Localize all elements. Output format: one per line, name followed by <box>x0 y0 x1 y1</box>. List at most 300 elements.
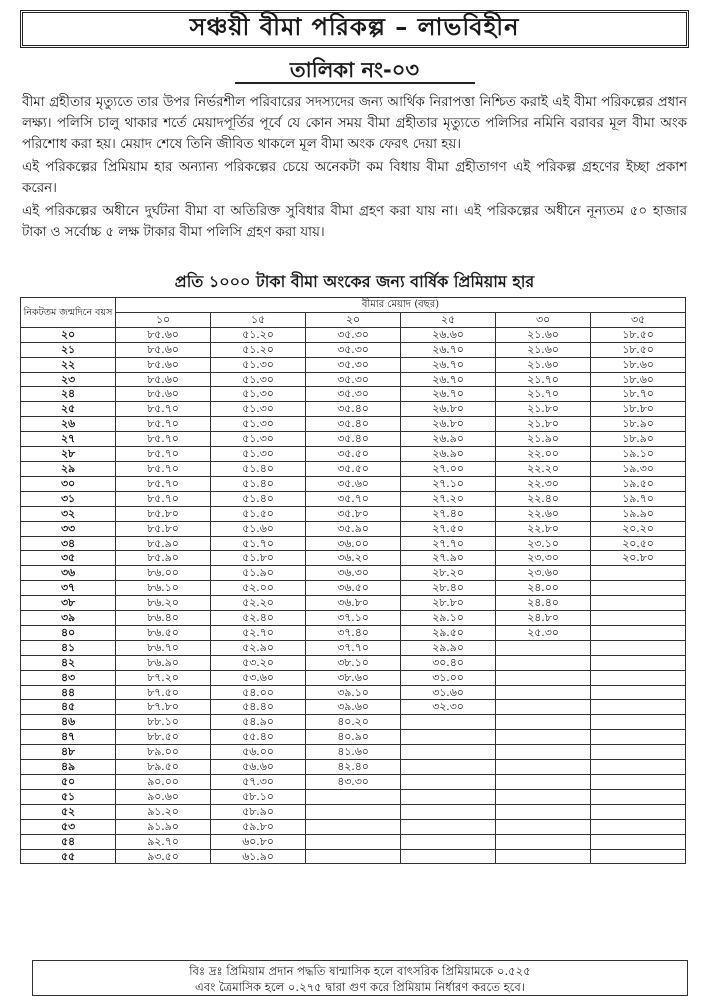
premium-rate-cell: ৮৫.৭০ <box>116 432 211 447</box>
age-cell: ৪৬ <box>21 715 116 730</box>
premium-rate-cell: ৫২.৭০ <box>211 625 306 640</box>
premium-rate-cell: ২৭.০০ <box>401 461 496 476</box>
premium-rate-cell: ৫৯.৮০ <box>211 819 306 834</box>
premium-rate-cell: ১৮.৫০ <box>591 342 686 357</box>
table-row <box>21 536 686 551</box>
age-cell: ৩৪ <box>21 536 116 551</box>
age-cell: ৪৭ <box>21 730 116 745</box>
premium-rate-cell: ২১.৭০ <box>496 372 591 387</box>
premium-rate-cell: ৫১.৩০ <box>211 357 306 372</box>
premium-rate-cell: ৩৫.৬০ <box>306 476 401 491</box>
premium-rate-cell: ৫১.৩০ <box>211 402 306 417</box>
premium-rate-cell: ৫১.৩০ <box>211 372 306 387</box>
premium-rate-cell: ৫১.৯০ <box>211 566 306 581</box>
premium-rate-cell: ২৩.৩০ <box>496 551 591 566</box>
age-cell: ৪৮ <box>21 745 116 760</box>
table-row <box>21 655 686 670</box>
premium-rate-cell: ৩৫.৩০ <box>306 342 401 357</box>
age-cell: ৪৫ <box>21 700 116 715</box>
table-row <box>21 640 686 655</box>
premium-rate-cell: ৮৭.৫০ <box>116 685 211 700</box>
premium-rate-cell: ৮৫.৭০ <box>116 402 211 417</box>
term-header-row <box>21 312 686 327</box>
premium-rate-cell <box>591 789 686 804</box>
age-cell: ৫২ <box>21 804 116 819</box>
age-cell: ২৭ <box>21 432 116 447</box>
table-row <box>21 327 686 342</box>
premium-rate-cell: ৩৫.৫০ <box>306 447 401 462</box>
premium-rate-cell <box>496 670 591 685</box>
premium-rate-cell: ৮৯.৫০ <box>116 760 211 775</box>
premium-rate-cell <box>306 849 401 864</box>
premium-rate-cell: ৫১.৩০ <box>211 447 306 462</box>
premium-rate-cell: ৮৮.৫০ <box>116 730 211 745</box>
table-row <box>21 760 686 775</box>
age-cell: ৪০ <box>21 625 116 640</box>
premium-rate-cell: ৩৫.৮০ <box>306 506 401 521</box>
premium-rate-cell: ২৪.৪০ <box>496 596 591 611</box>
table-number-heading: তালিকা নং-০৩ <box>289 58 420 82</box>
premium-rate-cell: ৪৩.৩০ <box>306 775 401 790</box>
premium-rate-cell: ৮৭.৮০ <box>116 700 211 715</box>
premium-rate-cell: ৩৫.৩০ <box>306 387 401 402</box>
premium-rate-cell <box>496 819 591 834</box>
premium-rate-cell: ৫১.৪০ <box>211 461 306 476</box>
premium-rate-cell: ৮৫.৭০ <box>116 447 211 462</box>
table-row <box>21 819 686 834</box>
table-row <box>21 342 686 357</box>
premium-rate-cell: ৩৭.৭০ <box>306 640 401 655</box>
premium-rate-cell: ৩৫.৭০ <box>306 491 401 506</box>
premium-rate-cell: ৫১.৮০ <box>211 551 306 566</box>
premium-rate-cell <box>496 849 591 864</box>
premium-rate-cell <box>591 625 686 640</box>
premium-rate-cell: ২২.২০ <box>496 461 591 476</box>
premium-rate-cell: ১৮.৬০ <box>591 357 686 372</box>
premium-rate-cell: ৫২.২০ <box>211 596 306 611</box>
table-row <box>21 745 686 760</box>
premium-rate-cell <box>496 640 591 655</box>
premium-rate-cell: ২৮.৮০ <box>401 596 496 611</box>
premium-rate-cell: ৫৪.৯০ <box>211 715 306 730</box>
premium-rate-cell: ৮৫.৭০ <box>116 491 211 506</box>
premium-rate-cell: ৫১.৬০ <box>211 521 306 536</box>
premium-rate-cell: ৩২.৩০ <box>401 700 496 715</box>
premium-rate-cell <box>591 715 686 730</box>
page-title: সঞ্চয়ী বীমা পরিকল্প – লাভবিহীন <box>189 13 520 41</box>
premium-rate-cell: ৮৬.২০ <box>116 596 211 611</box>
premium-table-title: প্রতি ১০০০ টাকা বীমা অংকের জন্য বার্ষিক প্রিমিয়াম হার <box>174 272 535 291</box>
table-row <box>21 804 686 819</box>
premium-rate-cell <box>306 819 401 834</box>
premium-rate-cell: ৩৮.৬০ <box>306 670 401 685</box>
premium-rate-cell <box>591 760 686 775</box>
term-header-cell: ৩৫ <box>591 312 686 327</box>
premium-rate-cell <box>401 745 496 760</box>
premium-rate-cell: ৩৮.১০ <box>306 655 401 670</box>
premium-rate-table <box>20 297 686 864</box>
age-cell: ৩১ <box>21 491 116 506</box>
age-cell: ২৯ <box>21 461 116 476</box>
age-cell: ৫৩ <box>21 819 116 834</box>
premium-rate-cell: ৮৬.৯০ <box>116 655 211 670</box>
premium-rate-cell: ২৬.৭০ <box>401 342 496 357</box>
premium-rate-cell: ৮৬.১০ <box>116 581 211 596</box>
premium-rate-cell <box>496 760 591 775</box>
premium-rate-cell: ৮৫.৮০ <box>116 506 211 521</box>
premium-rate-cell: ২১.৭০ <box>496 387 591 402</box>
table-row <box>21 775 686 790</box>
premium-rate-cell <box>496 804 591 819</box>
premium-rate-cell: ১৯.৭০ <box>591 491 686 506</box>
table-row <box>21 849 686 864</box>
premium-rate-cell: ৫১.৭০ <box>211 536 306 551</box>
premium-rate-cell: ২৭.৪০ <box>401 506 496 521</box>
premium-rate-cell: ২০.৫০ <box>591 536 686 551</box>
age-cell: ৫৪ <box>21 834 116 849</box>
premium-rate-cell: ৩৫.৯০ <box>306 521 401 536</box>
premium-rate-cell <box>591 581 686 596</box>
premium-rate-cell <box>591 819 686 834</box>
footnote-box <box>32 960 688 996</box>
premium-rate-cell: ৮৯.০০ <box>116 745 211 760</box>
premium-rate-cell: ২৭.৫০ <box>401 521 496 536</box>
premium-rate-cell <box>306 834 401 849</box>
table-row <box>21 670 686 685</box>
premium-rate-cell: ২৬.৭০ <box>401 357 496 372</box>
premium-rate-cell: ১৯.৫০ <box>591 476 686 491</box>
table-row <box>21 357 686 372</box>
premium-rate-cell: ৮৫.৯০ <box>116 551 211 566</box>
premium-rate-cell: ৪০.৯০ <box>306 730 401 745</box>
age-cell: ২৩ <box>21 372 116 387</box>
table-row <box>21 491 686 506</box>
premium-rate-cell <box>591 566 686 581</box>
premium-rate-cell: ৫৮.৯০ <box>211 804 306 819</box>
premium-rate-cell: ২৩.১০ <box>496 536 591 551</box>
description-paragraph-3: এই পরিকল্পের অধীনে দুর্ঘটনা বীমা বা অতিরিক্ত সুবিধার বীমা গ্রহণ করা যায় না। এই পরিকল্পের অধীনে নূন্যতম ৫০ হাজার টাকা ও সর্বোচ্চ ৫ লক্ষ টাকার বীমা পলিসি গ্রহণ করা যায়। <box>22 204 687 240</box>
age-cell: ২১ <box>21 342 116 357</box>
premium-rate-cell: ২১.৬০ <box>496 357 591 372</box>
premium-rate-cell: ৫৪.৪০ <box>211 700 306 715</box>
premium-rate-cell: ৯১.২০ <box>116 804 211 819</box>
premium-rate-cell <box>496 715 591 730</box>
table-row <box>21 685 686 700</box>
premium-rate-cell <box>401 760 496 775</box>
premium-rate-cell <box>401 804 496 819</box>
table-row <box>21 834 686 849</box>
premium-rate-cell: ৮৫.৭০ <box>116 461 211 476</box>
term-header-cell: ২০ <box>306 312 401 327</box>
premium-rate-cell <box>306 804 401 819</box>
premium-rate-cell: ৫১.৩০ <box>211 432 306 447</box>
premium-rate-cell: ৩৬.৫০ <box>306 581 401 596</box>
premium-rate-cell: ২৩.৬০ <box>496 566 591 581</box>
premium-rate-cell: ৩৭.৪০ <box>306 625 401 640</box>
premium-rate-cell: ৮৬.৭০ <box>116 640 211 655</box>
age-cell: ৪৪ <box>21 685 116 700</box>
premium-rate-cell <box>496 834 591 849</box>
premium-rate-cell: ৩৫.৪০ <box>306 402 401 417</box>
premium-rate-cell: ৩৫.৪০ <box>306 417 401 432</box>
age-cell: ৩৫ <box>21 551 116 566</box>
premium-rate-cell <box>591 596 686 611</box>
premium-rate-cell: ৫৪.০০ <box>211 685 306 700</box>
premium-rate-cell: ৫৩.৬০ <box>211 670 306 685</box>
age-cell: ৪৯ <box>21 760 116 775</box>
premium-rate-cell: ৮৬.৪০ <box>116 611 211 626</box>
premium-rate-cell: ৮৬.০০ <box>116 566 211 581</box>
age-cell: ৩৭ <box>21 581 116 596</box>
premium-rate-cell: ৫১.৫০ <box>211 506 306 521</box>
table-row <box>21 581 686 596</box>
age-cell: ২০ <box>21 327 116 342</box>
age-cell: ৩০ <box>21 476 116 491</box>
premium-rate-cell: ২৬.৯০ <box>401 447 496 462</box>
premium-rate-cell: ২৬.৬০ <box>401 327 496 342</box>
premium-rate-cell: ৮৫.৭০ <box>116 476 211 491</box>
premium-rate-cell <box>591 611 686 626</box>
premium-rate-cell: ৫৬.০০ <box>211 745 306 760</box>
footnote-line-2: এবং ত্রৈমাসিক হলে ০.২৭৫ দ্বারা গুণ করে প্রিমিয়াম নির্ধারণ করতে হবে। <box>195 980 525 994</box>
premium-rate-cell: ১৮.৭০ <box>591 387 686 402</box>
table-row <box>21 417 686 432</box>
premium-rate-cell: ৫১.২০ <box>211 327 306 342</box>
term-header-cell: ১৫ <box>211 312 306 327</box>
premium-rate-cell: ২৭.২০ <box>401 491 496 506</box>
table-row <box>21 596 686 611</box>
premium-rate-cell: ৮৫.৮০ <box>116 521 211 536</box>
premium-rate-cell <box>591 775 686 790</box>
premium-rate-cell: ২১.৮০ <box>496 402 591 417</box>
premium-rate-cell <box>401 789 496 804</box>
table-row <box>21 700 686 715</box>
table-row <box>21 730 686 745</box>
premium-rate-cell <box>496 730 591 745</box>
age-cell: ৪২ <box>21 655 116 670</box>
premium-rate-cell: ৫১.২০ <box>211 342 306 357</box>
premium-rate-cell: ৫২.৪০ <box>211 611 306 626</box>
table-row <box>21 476 686 491</box>
premium-rate-cell: ৩৬.৩০ <box>306 566 401 581</box>
premium-table-body <box>21 327 686 864</box>
premium-rate-cell: ৩০.৪০ <box>401 655 496 670</box>
premium-rate-cell: ১৮.৮০ <box>591 402 686 417</box>
premium-rate-cell: ৬১.৯০ <box>211 849 306 864</box>
premium-rate-cell: ২৬.৭০ <box>401 372 496 387</box>
premium-rate-cell: ২৫.৩০ <box>496 625 591 640</box>
premium-rate-cell: ৮৮.১০ <box>116 715 211 730</box>
premium-rate-cell: ২৬.৭০ <box>401 387 496 402</box>
premium-rate-cell: ২৬.৮০ <box>401 402 496 417</box>
premium-rate-cell: ৩৬.৮০ <box>306 596 401 611</box>
premium-rate-cell <box>401 730 496 745</box>
premium-rate-cell <box>496 775 591 790</box>
premium-rate-cell: ২৭.৭০ <box>401 536 496 551</box>
premium-rate-cell: ১৯.৯০ <box>591 506 686 521</box>
table-row <box>21 521 686 536</box>
premium-rate-cell: ৫২.৯০ <box>211 640 306 655</box>
premium-rate-cell: ৮৫.৭০ <box>116 417 211 432</box>
age-cell: ২৬ <box>21 417 116 432</box>
premium-rate-cell <box>496 789 591 804</box>
age-cell: ৩৩ <box>21 521 116 536</box>
premium-rate-cell: ৩৬.০০ <box>306 536 401 551</box>
premium-rate-cell <box>496 745 591 760</box>
premium-rate-cell: ২৮.২০ <box>401 566 496 581</box>
table-row <box>21 402 686 417</box>
premium-rate-cell: ৯১.৯০ <box>116 819 211 834</box>
premium-rate-cell: ২৭.৯০ <box>401 551 496 566</box>
premium-rate-cell: ১৮.৬০ <box>591 372 686 387</box>
premium-rate-cell: ৫১.৪০ <box>211 476 306 491</box>
premium-rate-cell: ৫৭.৩০ <box>211 775 306 790</box>
premium-rate-cell: ৮৫.৬০ <box>116 357 211 372</box>
premium-rate-cell: ২৮.৪০ <box>401 581 496 596</box>
premium-rate-cell: ৫৩.২০ <box>211 655 306 670</box>
premium-rate-cell: ২৬.৯০ <box>401 432 496 447</box>
table-row <box>21 461 686 476</box>
heading-underline <box>235 82 475 84</box>
premium-rate-cell: ২৯.৫০ <box>401 625 496 640</box>
premium-rate-cell <box>591 849 686 864</box>
premium-rate-cell: ৯০.৬০ <box>116 789 211 804</box>
term-group-header: বীমার মেয়াদ (বছর) <box>116 298 686 313</box>
term-header-cell: ২৫ <box>401 312 496 327</box>
premium-rate-cell: ২১.৮০ <box>496 417 591 432</box>
premium-rate-cell: ৩১.৬০ <box>401 685 496 700</box>
age-cell: ২৪ <box>21 387 116 402</box>
premium-rate-cell: ৮৭.২০ <box>116 670 211 685</box>
premium-rate-cell: ৩৫.৫০ <box>306 461 401 476</box>
premium-rate-cell: ২১.৯০ <box>496 432 591 447</box>
premium-rate-cell: ৫৮.১০ <box>211 789 306 804</box>
premium-rate-cell <box>591 670 686 685</box>
premium-rate-cell <box>401 834 496 849</box>
premium-rate-cell: ২১.৬০ <box>496 342 591 357</box>
age-cell: ৫১ <box>21 789 116 804</box>
premium-rate-cell: ৫৫.৪০ <box>211 730 306 745</box>
footnote-line-1: বিঃ দ্রঃ প্রিমিয়াম প্রদান পদ্ধতি ষান্মাসিক হলে বাৎসরিক প্রিমিয়ামকে ০.৫২৫ <box>189 964 531 978</box>
premium-rate-cell: ৩৫.৩০ <box>306 357 401 372</box>
table-row <box>21 372 686 387</box>
premium-rate-cell: ৩৯.৬০ <box>306 700 401 715</box>
premium-rate-cell: ৮৫.৬০ <box>116 342 211 357</box>
premium-rate-cell <box>591 804 686 819</box>
premium-rate-cell: ৫১.৪০ <box>211 491 306 506</box>
premium-rate-cell <box>591 685 686 700</box>
premium-rate-cell: ২২.৮০ <box>496 521 591 536</box>
premium-rate-cell: ৮৬.৫০ <box>116 625 211 640</box>
premium-rate-cell: ২২.৬০ <box>496 506 591 521</box>
premium-rate-cell: ৩৯.১০ <box>306 685 401 700</box>
premium-rate-cell: ৩৫.৪০ <box>306 432 401 447</box>
age-column-header: নিকটতম জন্মদিনে বয়স <box>21 298 116 328</box>
premium-rate-cell: ৮৫.৯০ <box>116 536 211 551</box>
table-row <box>21 387 686 402</box>
premium-rate-cell <box>401 775 496 790</box>
premium-rate-cell: ২৯.১০ <box>401 611 496 626</box>
premium-rate-cell: ৫১.৩০ <box>211 387 306 402</box>
term-header-cell: ১০ <box>116 312 211 327</box>
premium-rate-cell: ৪০.২০ <box>306 715 401 730</box>
premium-rate-cell: ৪২.৪০ <box>306 760 401 775</box>
age-cell: ৪৩ <box>21 670 116 685</box>
premium-rate-cell: ৮৫.৬০ <box>116 387 211 402</box>
premium-rate-cell: ১৮.৯০ <box>591 432 686 447</box>
age-cell: ২৫ <box>21 402 116 417</box>
premium-rate-cell: ১৮.৫০ <box>591 327 686 342</box>
premium-rate-cell: ৯০.০০ <box>116 775 211 790</box>
age-cell: ৫৫ <box>21 849 116 864</box>
age-cell: ৩৯ <box>21 611 116 626</box>
premium-rate-cell: ৬০.৮০ <box>211 834 306 849</box>
premium-rate-cell <box>496 655 591 670</box>
table-row <box>21 789 686 804</box>
age-cell: ২২ <box>21 357 116 372</box>
description-paragraph-2: এই পরিকল্পের প্রিমিয়াম হার অন্যান্য পরিকল্পের চেয়ে অনেকটা কম বিধায় বীমা গ্রহীতাগণ এই পরিকল্প গ্রহণের ইচ্ছা প্রকাশ করেন। <box>22 160 687 196</box>
table-row <box>21 506 686 521</box>
premium-rate-cell: ২৬.৮০ <box>401 417 496 432</box>
age-cell: ৫০ <box>21 775 116 790</box>
premium-rate-cell <box>401 849 496 864</box>
premium-rate-cell: ১৮.৯০ <box>591 417 686 432</box>
premium-rate-cell: ২২.৩০ <box>496 476 591 491</box>
premium-rate-cell: ২৪.০০ <box>496 581 591 596</box>
premium-rate-cell <box>496 700 591 715</box>
premium-rate-cell: ২৯.৯০ <box>401 640 496 655</box>
age-cell: ৩২ <box>21 506 116 521</box>
age-cell: ৩৬ <box>21 566 116 581</box>
table-row <box>21 715 686 730</box>
age-cell: ২৮ <box>21 447 116 462</box>
premium-rate-cell: ৯৩.৫০ <box>116 849 211 864</box>
premium-rate-cell: ২২.০০ <box>496 447 591 462</box>
premium-rate-cell: ১৯.১০ <box>591 447 686 462</box>
premium-rate-cell: ৮৫.৬০ <box>116 327 211 342</box>
premium-rate-cell: ২২.৪০ <box>496 491 591 506</box>
premium-rate-cell: ৮৫.৬০ <box>116 372 211 387</box>
age-cell: ৩৮ <box>21 596 116 611</box>
age-cell: ৪১ <box>21 640 116 655</box>
description-paragraph-1: বীমা গ্রহীতার মৃত্যুতে তার উপর নির্ভরশীল পরিবারের সদস্যদের জন্য আর্থিক নিরাপত্তা নিশ্চিত করাই এই বীমা পরিকল্পের প্রধান লক্ষ্য। পলিসি চালু থাকার শর্তে মেয়াদপূর্তির পূর্বে যে কোন সময় বীমা গ্রহীতার মৃত্যুতে পলিসির নমিনি বরাবর মূল বীমা অংক পরিশোধ করা হয়। মেয়াদ শেষে তিনি জীবিত থাকলে মূল বীমা অংক ফেরৎ দেয়া হয়। <box>22 95 687 152</box>
premium-rate-cell: ২১.৬০ <box>496 327 591 342</box>
premium-rate-cell <box>591 834 686 849</box>
premium-rate-cell: ৪১.৬০ <box>306 745 401 760</box>
premium-rate-cell: ২০.২০ <box>591 521 686 536</box>
premium-rate-cell: ২০.৮০ <box>591 551 686 566</box>
premium-rate-cell <box>591 640 686 655</box>
premium-rate-cell: ৩১.০০ <box>401 670 496 685</box>
page-title-box <box>20 10 689 48</box>
premium-rate-cell <box>306 789 401 804</box>
premium-rate-cell <box>401 715 496 730</box>
premium-rate-cell <box>496 685 591 700</box>
premium-rate-cell: ২৭.১০ <box>401 476 496 491</box>
premium-rate-cell: ২৪.৮০ <box>496 611 591 626</box>
premium-rate-cell: ৫১.৩০ <box>211 417 306 432</box>
table-row <box>21 551 686 566</box>
premium-rate-cell: ৫৬.৬০ <box>211 760 306 775</box>
premium-rate-cell <box>401 819 496 834</box>
premium-rate-cell <box>591 700 686 715</box>
premium-rate-cell <box>591 730 686 745</box>
premium-rate-cell <box>591 655 686 670</box>
table-row <box>21 447 686 462</box>
premium-rate-cell: ৯২.৭০ <box>116 834 211 849</box>
premium-rate-cell: ৩৫.৩০ <box>306 327 401 342</box>
premium-rate-cell: ৩৫.৩০ <box>306 372 401 387</box>
